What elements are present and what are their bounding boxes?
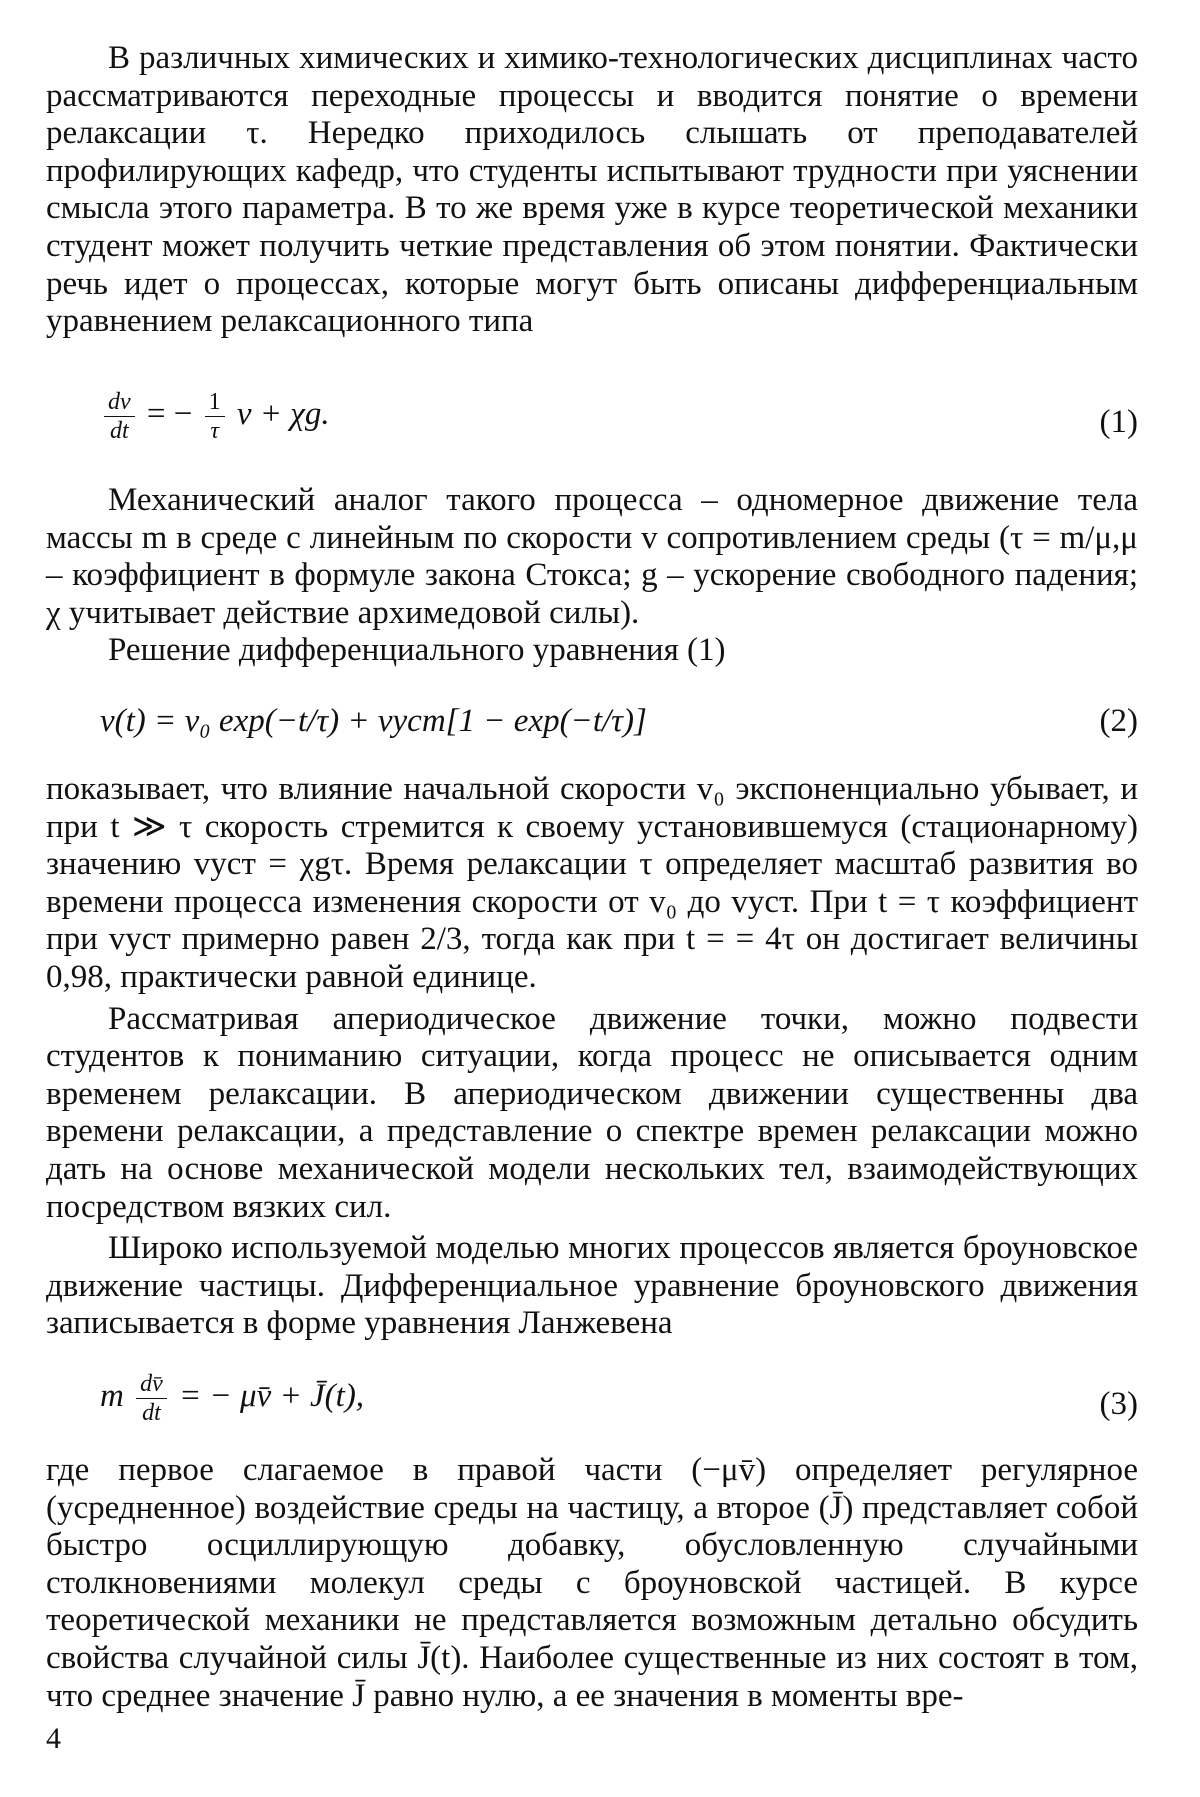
paragraph-3: Решение дифференциального уравнения (1): [108, 632, 726, 669]
equation-1: [100, 388, 1138, 445]
eq1-frac-numerator: 1: [205, 388, 225, 417]
page-number: 4: [46, 1722, 61, 1755]
equation-2: [100, 703, 1138, 740]
paragraph-solution: [46, 771, 1138, 1343]
paragraph-4: показывает, что влияние начальной скорости v₀ экспоненциально убывает, и при t ≫ τ скорость стремится к своему установившемуся (стационарному) значению vуст = χgτ. Время релаксации τ определяет масштаб развития во времени процесса изменения скорости от v₀ до vуст. При t = τ коэффициент при vуст примерно равен 2/3, тогда как при t = = 4τ он достигает величины 0,98, практически равной единице.: [46, 771, 1138, 995]
eq1-lhs-numerator: dv: [104, 388, 135, 417]
paragraph-5: Рассматривая апериодическое движение точки, можно подвести студентов к пониманию ситуации, когда процесс не описывается одним временем релаксации. В апериодическом движении существенны два времени релаксации, а представление о спектре времен релаксации можно дать на основе механической модели нескольких тел, взаимодействующих посредством вязких сил.: [46, 1000, 1138, 1225]
paragraph-langevin: [46, 1452, 1138, 1715]
eq1-derivative: [104, 388, 135, 445]
paragraph-mechanical-analog: [46, 482, 1138, 670]
eq1-equals: = −: [146, 396, 193, 433]
eq2-number: (2): [1099, 703, 1138, 739]
eq3-lhs-denominator: dt: [142, 1400, 161, 1426]
paragraph-6: Широко используемой моделью многих процессов является броуновское движение частицы. Дифференциальное уравнение броуновского движения записывается в форме уравнения Ланжевена: [46, 1230, 1138, 1342]
paragraph-7: где первое слагаемое в правой части (−μv̄) определяет регулярное (усредненное) воздействие среды на частицу, а второе (J̄) представляет собой быстро осциллирующую добавку, обусловленную случайными столкновениями молекул среды с броуновской частицей. В курсе теоретической механики не представляется возможным детально обсудить свойства случайной силы J̄(t). Наиболее существенные из них состоят в том, что среднее значение J̄ равно нулю, а ее значения в моменты вре-: [46, 1452, 1138, 1714]
paragraph-2: Механический аналог такого процесса – одномерное движение тела массы m в среде с линейным по скорости v сопротивлением среды (τ = m/μ,μ – коэффициент в формуле закона Стокса; g – ускорение свободного падения; χ учитывает действие архимедовой силы).: [46, 482, 1138, 631]
eq1-rhs: v + χg.: [236, 396, 330, 433]
eq3-lhs-numerator: dv̄: [136, 1370, 167, 1399]
eq2-formula: v(t) = v₀ exp(−t/τ) + vуст[1 − exp(−t/τ)]: [100, 703, 647, 739]
eq3-number: (3): [1099, 1386, 1138, 1422]
paragraph-1: В различных химических и химико-технологических дисциплинах часто рассматриваются переходные процессы и вводится понятие о времени релаксации τ. Нередко приходилось слышать от преподавателей профилирующих кафедр, что студенты испытывают трудности при уяснении смысла этого параметра. В то же время уже в курсе теоретической механики студент может получить четкие представления об этом понятии. Фактически речь идет о процессах, которые могут быть описаны дифференциальным уравнением релаксационного типа: [46, 40, 1138, 340]
eq3-rhs: = − μv̄ + J̄(t),: [179, 1378, 365, 1415]
eq1-fraction: [205, 388, 225, 445]
eq3-mass: m: [100, 1378, 124, 1415]
eq1-lhs-denominator: dt: [109, 418, 129, 444]
eq3-derivative: [136, 1370, 167, 1427]
eq1-number: (1): [1099, 404, 1138, 440]
paragraph-intro: [46, 40, 1138, 341]
eq1-frac-denominator: τ: [210, 418, 219, 444]
equation-3: [100, 1370, 1138, 1427]
